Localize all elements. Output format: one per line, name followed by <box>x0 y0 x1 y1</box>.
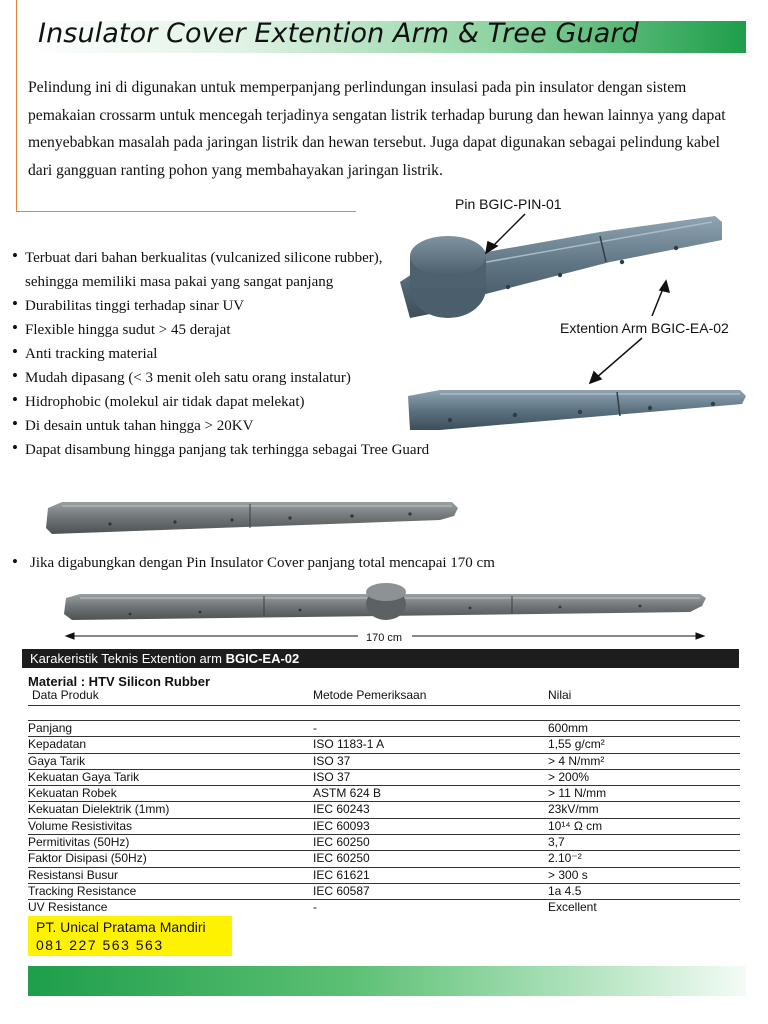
table-row: Tracking Resistance IEC 60587 1a 4.5 <box>28 884 740 900</box>
table-row: Gaya Tarik ISO 37 > 4 N/mm² <box>28 754 740 770</box>
feature-item: • Terbuat dari bahan berkualitas (vulcanized silicone rubber), sehingga memiliki masa pakai yang sangat panjang <box>12 246 385 294</box>
feature-item: • Di desain untuk tahan hingga > 20KV <box>12 414 402 438</box>
feature-item: • Flexible hingga sudut > 45 derajat <box>12 318 402 342</box>
company-contact-box <box>28 916 232 956</box>
page-title: Insulator Cover Extention Arm & Tree Guard <box>38 18 639 49</box>
table-row: Kekuatan Robek ASTM 624 B > 11 N/mm <box>28 786 740 802</box>
table-row: Faktor Disipasi (50Hz) IEC 60250 2.10⁻² <box>28 851 740 867</box>
intro-paragraph: Pelindung ini di digunakan untuk memperpanjang perlindungan insulasi pada pin insulator dengan sistem pemakaian crossarm untuk mencegah terjadinya sengatan listrik terhadap burung dan hewan lainnya yang dapat menyebabkan masalah pada jaringan listrik dan hewan tersebut. Juga dapat digunakan sebagai pelindung kabel dari gangguan ranting pohon yang membahayakan jaringan listrik. <box>28 79 726 179</box>
pin-cap-side <box>410 258 486 318</box>
table-row: Kekuatan Dielektrik (1mm) IEC 60243 23kV/mm <box>28 802 740 818</box>
spec-table <box>28 687 740 916</box>
pin-cap-top <box>410 236 486 276</box>
frame-line-bottom <box>16 211 356 212</box>
table-row: UV Resistance - Excellent <box>28 900 597 915</box>
material-label: Material : HTV Silicon Rubber <box>28 674 211 689</box>
feature-item: • Mudah dipasang (< 3 menit oleh satu orang instalatur) <box>12 366 402 390</box>
table-row: Kekuatan Gaya Tarik ISO 37 > 200% <box>28 770 740 786</box>
combined-length-note: • Jika digabungkan dengan Pin Insulator Cover panjang total mencapai 170 cm <box>12 552 495 571</box>
feature-list <box>12 246 430 462</box>
spec-table-header: Data Produk Metode Pemeriksaan Nilai <box>28 687 740 706</box>
lower-arm-body <box>408 390 746 430</box>
table-row: Resistansi Busur IEC 61621 > 300 s <box>28 868 740 884</box>
feature-item: • Durabilitas tinggi terhadap sinar UV <box>12 294 402 318</box>
feature-item: • Dapat disambung hingga panjang tak terhingga sebagai Tree Guard <box>12 438 505 462</box>
table-row: Permitivitas (50Hz) IEC 60250 3,7 <box>28 835 740 851</box>
upper-arm-body <box>400 216 722 318</box>
table-row: Kepadatan ISO 1183-1 A 1,55 g/cm² <box>28 737 740 753</box>
company-name: PT. Unical Pratama Mandiri <box>36 919 206 935</box>
footer-gradient-bar <box>28 966 746 996</box>
table-row: Volume Resistivitas IEC 60093 10¹⁴ Ω cm <box>28 819 740 835</box>
spec-section-header: Karakeristik Teknis Extention arm BGIC-EA-02 <box>22 649 739 668</box>
callout-extension-arm: Extention Arm BGIC-EA-02 <box>560 320 729 336</box>
frame-line-left <box>16 0 17 212</box>
dimension-label: 170 cm <box>366 632 403 644</box>
feature-item: • Anti tracking material <box>12 342 402 366</box>
feature-item: • Hidrophobic (molekul air tidak dapat melekat) <box>12 390 402 414</box>
table-row: Panjang - 600mm <box>28 721 740 737</box>
company-phone: 081 227 563 563 <box>36 937 164 953</box>
callout-pin: Pin BGIC-PIN-01 <box>455 196 562 212</box>
